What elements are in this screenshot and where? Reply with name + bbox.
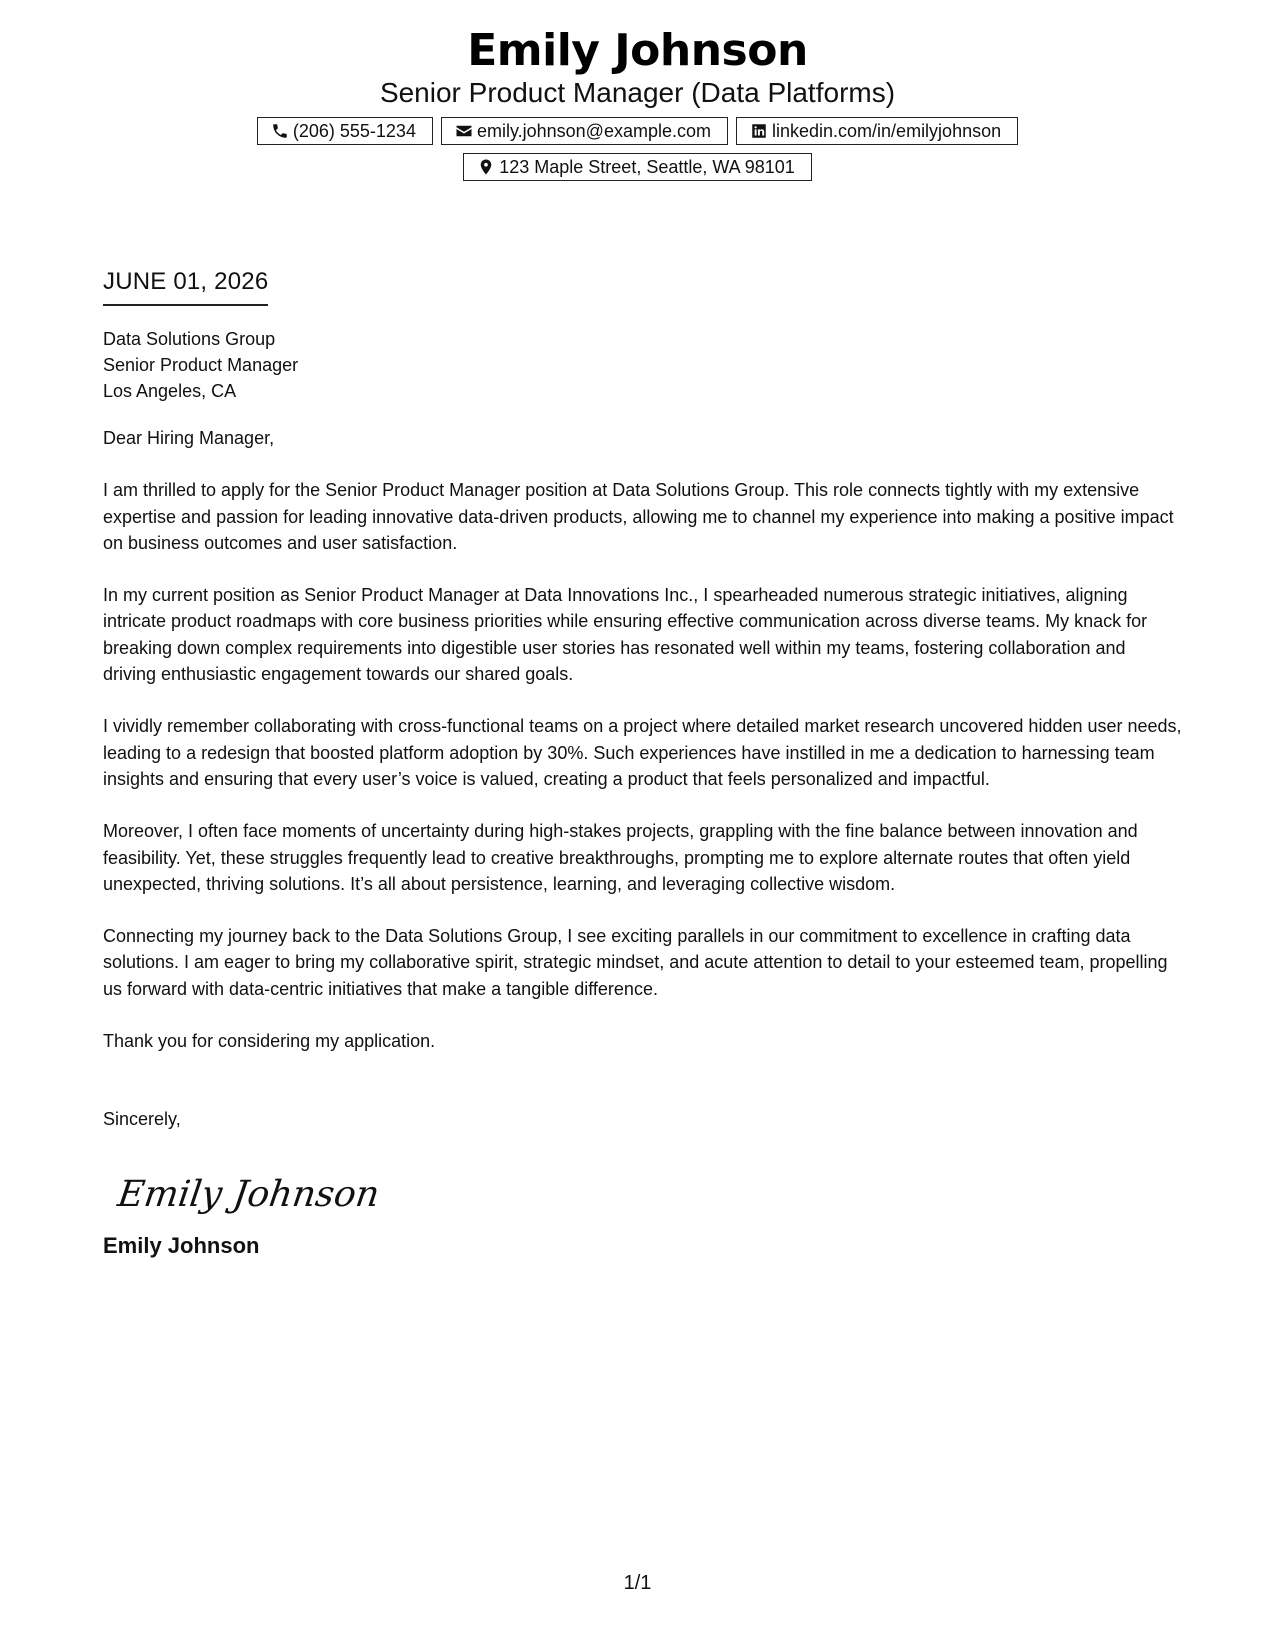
closing: Sincerely, [103, 1109, 181, 1130]
address-text: 123 Maple Street, Seattle, WA 98101 [499, 156, 795, 177]
paragraph-4: Moreover, I often face moments of uncertainty during high-stakes projects, grappling with the fine balance between innovation and feasibility. Yet, these struggles frequently lead to creative breakthroughs, prompting me to explore alternate routes that often yield unexpected, thriving solutions. It’s all about persistence, learning, and leveraging collective wisdom. [103, 821, 1138, 894]
applicant-name: Emily Johnson [467, 25, 808, 76]
applicant-title: Senior Product Manager (Data Platforms) [379, 77, 896, 108]
letter-date: JUNE 01, 2026 [103, 268, 268, 306]
paragraph-1: I am thrilled to apply for the Senior Product Manager position at Data Solutions Group. This role connects tightly with my extensive expertise and passion for leading innovative data-driven products, allowing me to channel my experience into making a positive impact on business outcomes and user satisfaction. [103, 480, 1174, 553]
recipient-block [103, 326, 1183, 404]
address-row [0, 153, 1275, 181]
paragraph-5: Connecting my journey back to the Data Solutions Group, I see exciting parallels in our commitment to excellence in crafting data solutions. I am eager to bring my collaborative spirit, strategic mindset, and acute attention to detail to your esteemed team, propelling us forward with data-centric initiatives that make a tangible difference. [103, 926, 1168, 999]
contact-row [0, 117, 1275, 145]
signed-name: Emily Johnson [103, 1233, 260, 1259]
phone-icon [270, 121, 290, 141]
paragraph-6: Thank you for considering my application. [103, 1031, 436, 1052]
map-marker-icon [476, 157, 496, 177]
paragraph-3: I vividly remember collaborating with cross-functional teams on a project where detailed market research uncovered hidden user needs, leading to a redesign that boosted platform adoption by 30%. Such experiences have instilled in me a dedication to harnessing team insights and ensuring that every user’s voice is valued, creating a product that feels personalized and impactful. [103, 716, 1182, 789]
greeting: Dear Hiring Manager, [103, 428, 275, 448]
paragraph-2: In my current position as Senior Product Manager at Data Innovations Inc., I spearheaded numerous strategic initiatives, aligning intricate product roadmaps with core business priorities while ensuring effective communication across diverse teams. My knack for breaking down complex requirements into digestible user stories has resonated well within my teams, fostering collaboration and driving enthusiastic engagement towards our shared goals. [103, 585, 1148, 685]
email-chip[interactable] [441, 117, 728, 145]
envelope-icon [454, 121, 474, 141]
phone-chip [257, 117, 433, 145]
page-number: 1/1 [623, 1572, 652, 1594]
recipient-position: Senior Product Manager [103, 355, 299, 375]
recipient-company: Data Solutions Group [103, 329, 276, 349]
phone-text: (206) 555-1234 [292, 120, 416, 141]
linkedin-icon [749, 121, 769, 141]
linkedin-text[interactable]: linkedin.com/in/emilyjohnson [772, 120, 1002, 141]
address-chip [463, 153, 812, 181]
signature-text: Emily Johnson [115, 1172, 383, 1216]
recipient-location: Los Angeles, CA [103, 381, 237, 401]
letter-header [0, 0, 1275, 181]
linkedin-chip[interactable] [736, 117, 1018, 145]
email-text[interactable]: emily.johnson@example.com [476, 120, 711, 141]
signature-image [115, 1160, 383, 1224]
letter-body [103, 268, 1183, 1260]
